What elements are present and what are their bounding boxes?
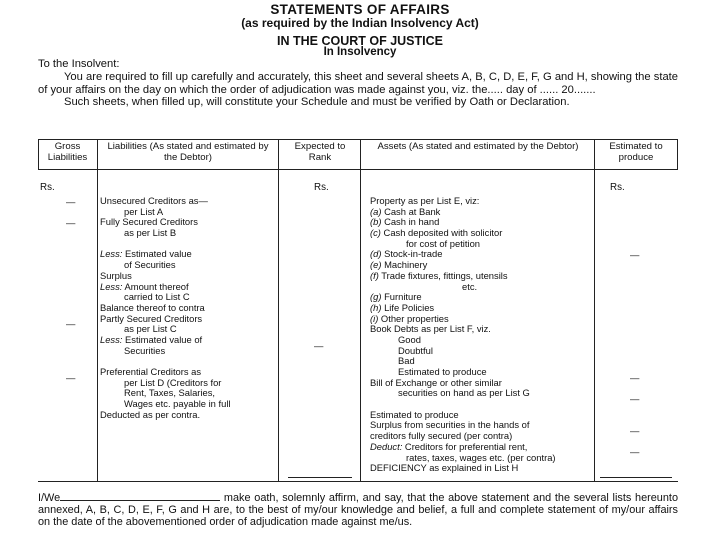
table-header-rule	[38, 169, 678, 170]
liability-line: per List A	[124, 205, 164, 217]
liability-line: Wages etc. payable in full	[124, 398, 231, 410]
asset-line: (g) Furniture	[370, 291, 422, 303]
gross-dash-unsecured: —	[66, 196, 76, 207]
liabilities-column	[100, 196, 230, 420]
item-letter: (d)	[370, 248, 382, 260]
deduction-keyword: Less:	[100, 280, 123, 292]
asset-line: rates, taxes, wages etc. (per contra)	[406, 451, 556, 463]
asset-line: creditors fully secured (per contra)	[370, 430, 513, 442]
item-letter: (h)	[370, 301, 382, 313]
item-letter: (a)	[370, 205, 382, 217]
deduction-keyword: Deduct:	[370, 440, 403, 452]
rank-total-rule	[288, 477, 352, 478]
liability-line: Unsecured Creditors as—	[100, 195, 208, 206]
table-right-border	[677, 139, 678, 169]
currency-estimated: Rs.	[610, 182, 625, 193]
liability-line: as per List C	[124, 323, 177, 335]
liability-line: Rent, Taxes, Salaries,	[124, 387, 216, 399]
asset-line: Bill of Exchange or other similar	[370, 376, 502, 388]
asset-line: Bad	[398, 355, 415, 367]
column-divider-1	[97, 139, 98, 481]
liability-line: Less: Estimated value of	[100, 333, 203, 345]
gross-dash-partly-secured: —	[66, 318, 76, 329]
item-letter: (f)	[370, 269, 379, 281]
affirmation	[38, 491, 678, 528]
column-divider-4	[594, 139, 595, 481]
currency-gross: Rs.	[40, 182, 55, 193]
liability-line: Fully Secured Creditors	[100, 216, 198, 228]
asset-line: (h) Life Policies	[370, 301, 435, 313]
asset-line: for cost of petition	[406, 237, 480, 249]
liability-line: Deducted as per contra.	[100, 408, 201, 420]
affirmation-text: make oath, solemnly affirm, and say, that the above statement and the several lists hereunto annexed, A, B, C, D, E, F, G and H are, to the best of my/our knowledge and belief, a full and complete statement of my/our affairs on the date of the abovementioned order of adjudication made against me/us.	[38, 492, 679, 528]
produce-dash-surplus: —	[630, 425, 640, 436]
liability-line: Preferential Creditors as	[100, 366, 202, 377]
item-letter: (i)	[370, 312, 379, 324]
item-letter: (g)	[370, 291, 382, 303]
asset-line: Deduct: Creditors for preferential rent,	[370, 440, 528, 452]
item-letter: (e)	[370, 259, 382, 271]
asset-line: (b) Cash in hand	[370, 216, 440, 228]
intro-text	[38, 71, 678, 109]
liability-line: as per List B	[124, 227, 177, 239]
column-divider-3	[360, 139, 361, 481]
asset-line: (a) Cash at Bank	[370, 205, 441, 217]
rank-dash-partly-secured: —	[314, 340, 324, 351]
produce-total-rule	[600, 477, 672, 478]
column-divider-2	[278, 139, 279, 481]
deduction-keyword: Less:	[100, 248, 123, 260]
asset-line: (c) Cash deposited with solicitor	[370, 227, 503, 239]
affirmation-lead: I/We	[38, 492, 61, 504]
header-assets: Assets (As stated and estimated by the Debtor)	[377, 141, 579, 152]
liability-line: Surplus	[100, 269, 132, 281]
header-liabilities: Liabilities (As stated and estimated by the Debtor)	[107, 141, 269, 163]
gross-dash-preferential: —	[66, 372, 76, 383]
liability-line: Securities	[124, 344, 166, 356]
table-top-rule	[38, 139, 678, 140]
asset-line: Estimated to produce	[398, 366, 487, 377]
table-bottom-rule	[38, 481, 678, 482]
court-heading: IN THE COURT OF JUSTICE	[277, 34, 443, 48]
asset-line: etc.	[462, 280, 478, 292]
name-blank-line	[60, 491, 220, 501]
deduction-keyword: Less:	[100, 333, 123, 345]
asset-line: (d) Stock-in-trade	[370, 248, 443, 260]
produce-dash-estimated: —	[630, 372, 640, 383]
liability-line: per List D (Creditors for	[124, 376, 222, 388]
liability-line: Balance thereof to contra	[100, 301, 205, 313]
item-letter: (b)	[370, 216, 382, 228]
header-expected-to-rank: Expected to Rank	[294, 141, 346, 163]
intro-paragraph-1: You are required to fill up carefully and accurately, this sheet and several sheets A, B, C, D, E, F, G and H, showing the state of your affairs on the day on which the order of adjudication was made against you, viz. the..... day of ...... 20.......	[38, 71, 678, 96]
asset-line: Property as per List E, viz:	[370, 195, 480, 206]
liability-line: Less: Estimated value	[100, 248, 192, 260]
header-gross-liabilities: Gross Liabilities	[47, 141, 88, 163]
asset-line: Good	[398, 333, 421, 345]
asset-line: Book Debts as per List F, viz.	[370, 323, 491, 335]
intro-paragraph-2: Such sheets, when filled up, will constitute your Schedule and must be verified by Oath or Declaration.	[64, 96, 570, 108]
matter-heading: In Insolvency	[323, 46, 397, 58]
produce-dash-machinery: —	[630, 249, 640, 260]
liability-line: of Securities	[124, 259, 176, 271]
produce-dash-bills: —	[630, 393, 640, 404]
statement-table	[38, 139, 678, 482]
page-subtitle: (as required by the Indian Insolvency Act)	[241, 16, 479, 30]
item-letter: (c)	[370, 227, 381, 239]
header-estimated-to-produce: Estimated to produce	[609, 141, 663, 163]
asset-line: Surplus from securities in the hands of	[370, 419, 530, 431]
liability-line: Less: Amount thereof	[100, 280, 189, 292]
asset-line: Estimated to produce	[370, 408, 459, 420]
liability-line: carried to List C	[124, 291, 190, 303]
asset-line: (f) Trade fixtures, fittings, utensils	[370, 269, 508, 281]
liability-line: Partly Secured Creditors	[100, 312, 203, 324]
produce-dash-deduct: —	[630, 446, 640, 457]
asset-line: (e) Machinery	[370, 259, 428, 271]
addressee: To the Insolvent:	[38, 58, 120, 70]
currency-expected: Rs.	[314, 182, 329, 193]
asset-line: DEFICIENCY as explained in List H	[370, 462, 519, 474]
assets-column	[370, 196, 556, 474]
page-title: STATEMENTS OF AFFAIRS	[270, 2, 450, 17]
asset-line: securities on hand as per List G	[398, 387, 530, 399]
gross-dash-fully-secured: —	[66, 217, 76, 228]
asset-line: Doubtful	[398, 344, 433, 356]
asset-line: (i) Other properties	[370, 312, 449, 324]
